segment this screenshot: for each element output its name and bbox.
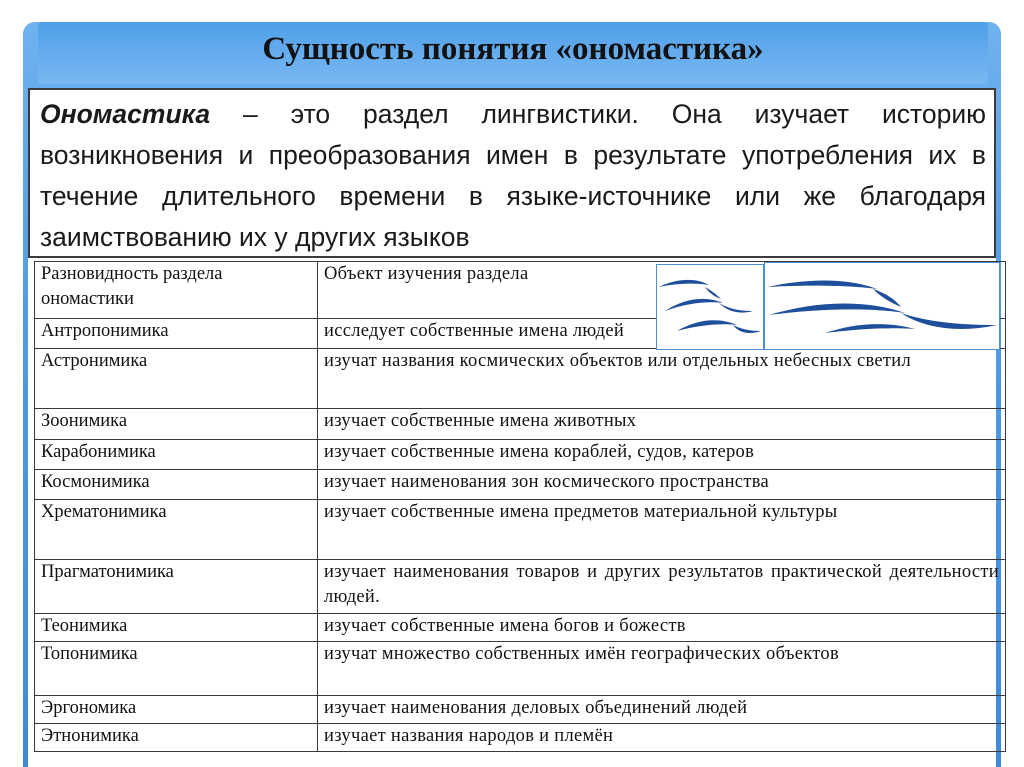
- row-desc: изучат множество собственных имён географических объектов: [318, 642, 1006, 696]
- row-name: Космонимика: [35, 470, 318, 500]
- header-cell-object: Объект изучения раздела: [318, 262, 1006, 319]
- row-name: Зоонимика: [35, 409, 318, 440]
- definition-body: – это раздел лингвистики. Она изучает историю возникновения и преобразования имен в результате употребления их в течение длительного времени в языке-источнике или же благодаря заимствованию их у других языков: [40, 99, 986, 252]
- table-row: [35, 409, 1006, 440]
- definition-box: [28, 88, 996, 258]
- slide-title: Сущность понятия «ономастика»: [262, 31, 764, 67]
- table-row: [35, 470, 1006, 500]
- table-row: [35, 724, 1006, 752]
- row-name: Теонимика: [35, 614, 318, 642]
- row-desc: изучает наименования деловых объединений людей: [318, 696, 1006, 724]
- table-row: [35, 614, 1006, 642]
- birds-image-large: [764, 262, 1000, 350]
- header-cell-type: Разновидность раздела ономастики: [35, 262, 318, 319]
- row-name: Этнонимика: [35, 724, 318, 752]
- flying-birds-icon: [657, 265, 763, 349]
- definition-text: [40, 94, 986, 258]
- row-desc: изучает наименования товаров и других результатов практической деятельности людей.: [318, 560, 1006, 614]
- table-row: [35, 440, 1006, 470]
- row-desc: изучает названия народов и племён: [318, 724, 1006, 752]
- row-desc: изучает собственные имена предметов материальной культуры: [318, 500, 1006, 560]
- row-name: Карабонимика: [35, 440, 318, 470]
- table-row: [35, 560, 1006, 614]
- row-name: Эргономика: [35, 696, 318, 724]
- row-desc: изучает наименования зон космического пространства: [318, 470, 1006, 500]
- row-name: Астронимика: [35, 349, 318, 409]
- row-desc: изучает собственные имена кораблей, судов, катеров: [318, 440, 1006, 470]
- birds-image-small: [656, 264, 764, 350]
- table-row: [35, 500, 1006, 560]
- definition-term: Ономастика: [40, 99, 211, 129]
- flying-birds-icon: [765, 263, 999, 349]
- table-row: [35, 349, 1006, 409]
- row-name: Антропонимика: [35, 319, 318, 349]
- row-desc: изучает собственные имена животных: [318, 409, 1006, 440]
- table-row: [35, 696, 1006, 724]
- title-bar: [38, 22, 988, 84]
- table-row: [35, 642, 1006, 696]
- row-desc: изучает собственные имена богов и божеств: [318, 614, 1006, 642]
- row-name: Хрематонимика: [35, 500, 318, 560]
- row-desc: исследует собственные имена людей: [318, 319, 1006, 349]
- row-desc: изучат названия космических объектов или отдельных небесных светил: [318, 349, 1006, 409]
- row-name: Прагматонимика: [35, 560, 318, 614]
- row-name: Топонимика: [35, 642, 318, 696]
